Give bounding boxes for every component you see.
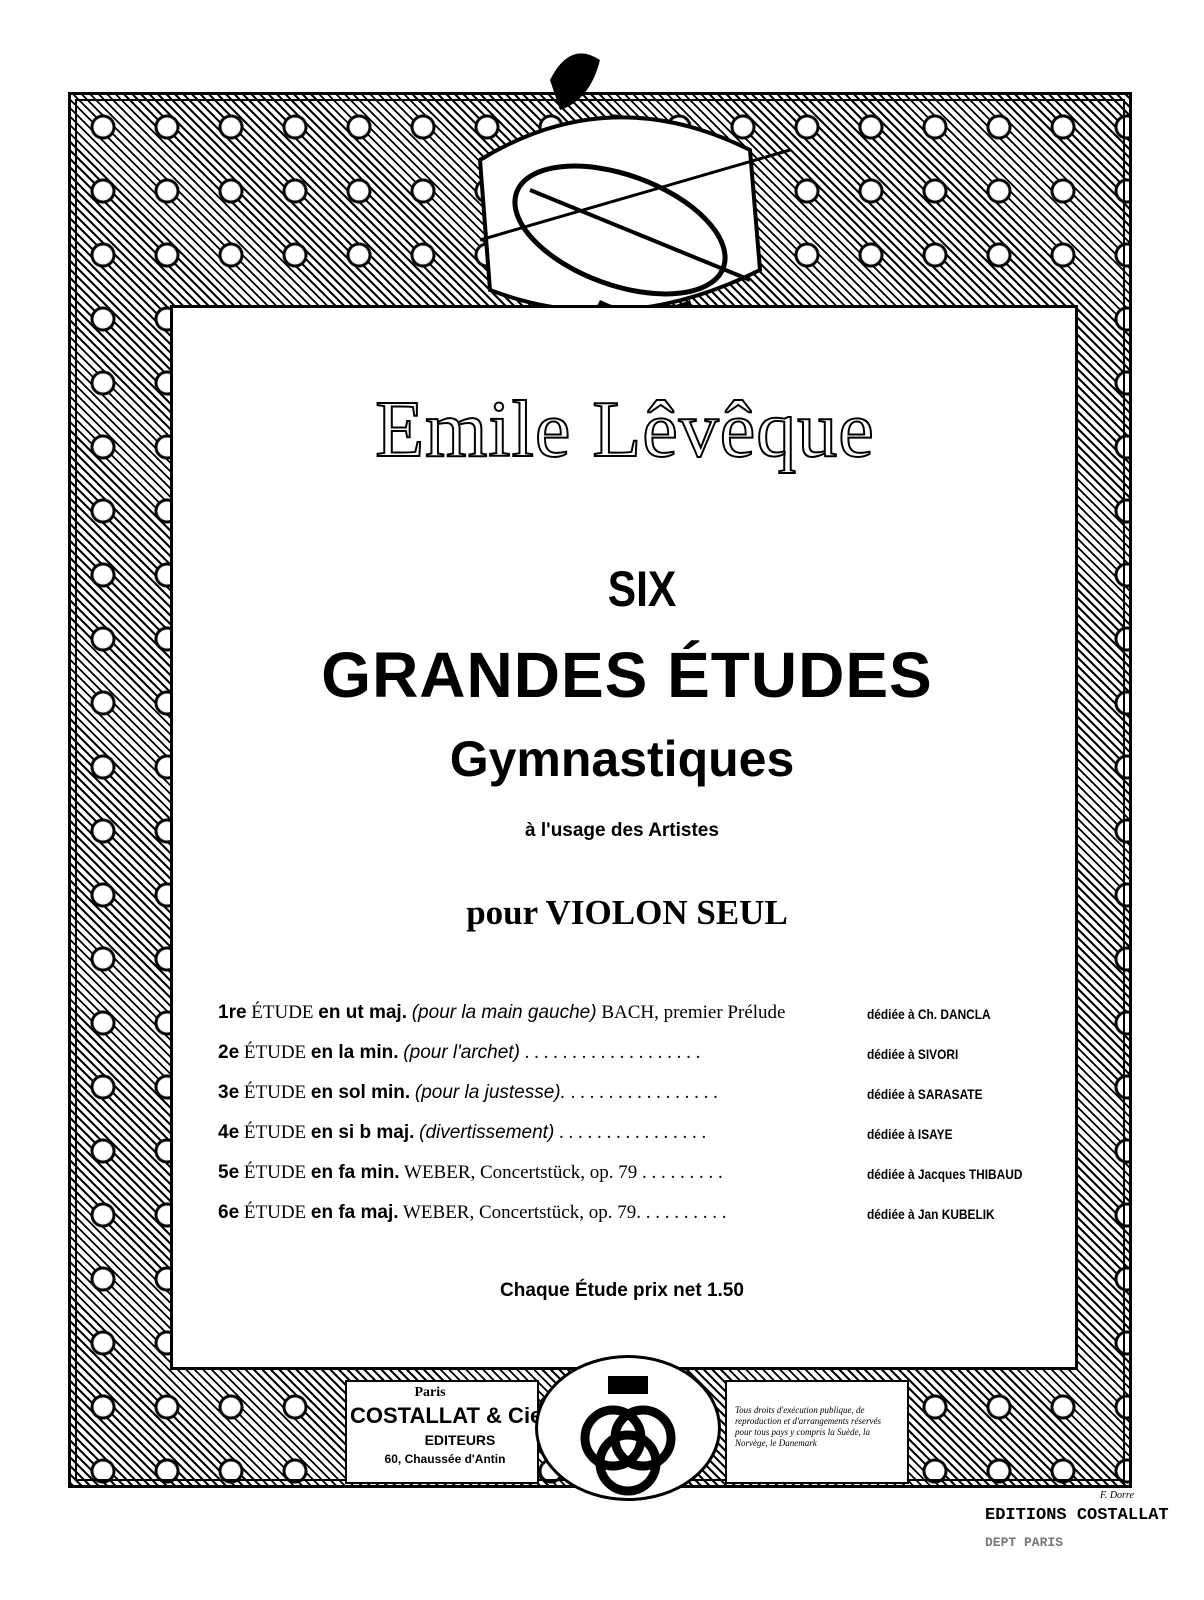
etude-label: ÉTUDE [243,1162,307,1183]
title-line-3: Gymnastiques [449,731,795,787]
etude-item [218,1002,785,1024]
etude-source: BACH, premier Prélude [601,1002,786,1023]
etude-number: 5e [218,1162,240,1183]
etude-dedication: dédiée à SARASATE [867,1086,983,1102]
etude-item [218,1082,718,1104]
instrument-line: pour VIOLON SEUL [466,893,788,932]
etude-item [218,1202,726,1224]
leader-dots: . . . . . . . . . . [636,1202,727,1223]
usage-subtitle: à l'usage des Artistes [525,820,719,841]
publisher-city: Paris [414,1385,446,1400]
etude-number: 6e [218,1202,240,1223]
etude-source: WEBER, Concertstück, op. 79 [404,1162,638,1183]
publisher-role: EDITEURS [424,1432,496,1448]
composer-name: Emile Lêvêque [375,386,875,474]
title-line-1: SIX [607,561,677,617]
etude-desc: (pour l'archet) [403,1042,520,1063]
etude-key: en ut maj. [318,1002,407,1023]
etude-number: 1re [218,1002,247,1023]
etude-desc: (divertissement) [419,1122,555,1143]
etude-desc: (pour la justesse). [414,1082,566,1103]
title-line-2: GRANDES ÉTUDES [321,639,933,711]
etude-desc: (pour la main gauche) [411,1002,597,1023]
price-line: Chaque Étude prix net 1.50 [500,1280,744,1301]
etude-key: en sol min. [310,1082,411,1103]
etude-number: 3e [218,1082,240,1103]
etude-dedication: dédiée à Jan KUBELIK [867,1206,995,1222]
etude-source: WEBER, Concertstück, op. 79 [402,1202,637,1223]
rights-notice: Tous droits d'exécution publique, de reproduction et d'arrangements réservés pour tous pays y compris la Suède, la Norvège, le Danemark [735,1405,881,1448]
etude-number: 2e [218,1042,240,1063]
etude-key: en fa maj. [310,1202,399,1223]
etude-dedication: dédiée à SIVORI [867,1046,959,1062]
publisher-seal-logo [535,1355,721,1501]
etude-key: en fa min. [310,1162,400,1183]
leader-dots: . . . . . . . . . . . . . . . . [565,1082,718,1103]
etude-key: en la min. [310,1042,399,1063]
artist-signature: F. Dorre [1100,1490,1134,1501]
etude-label: ÉTUDE [243,1082,307,1103]
etude-number: 4e [218,1122,240,1143]
etude-dedication: dédiée à Jacques THIBAUD [867,1166,1023,1182]
leader-dots: . . . . . . . . . . . . . . . . . . . [519,1042,701,1063]
library-stamp-line-1: EDITIONS COSTALLAT [985,1506,1169,1525]
leader-dots: . . . . . . . . . . . . . . . . [554,1122,707,1143]
etude-dedication: dédiée à Ch. DANCLA [867,1006,991,1022]
etude-label: ÉTUDE [251,1002,314,1023]
publisher-name: COSTALLAT & Cie [350,1403,543,1428]
etude-key: en si b maj. [310,1122,415,1143]
etude-item [218,1162,723,1184]
etude-label: ÉTUDE [243,1202,307,1223]
etude-item [218,1122,706,1144]
etude-label: ÉTUDE [243,1042,307,1063]
etude-item [218,1042,700,1064]
publisher-address: 60, Chaussée d'Antin [384,1452,506,1466]
etude-dedication: dédiée à ISAYE [867,1126,953,1142]
library-stamp-line-2: DEPT PARIS [985,1535,1064,1550]
etude-label: ÉTUDE [243,1122,307,1143]
leader-dots: . . . . . . . . . [637,1162,723,1183]
